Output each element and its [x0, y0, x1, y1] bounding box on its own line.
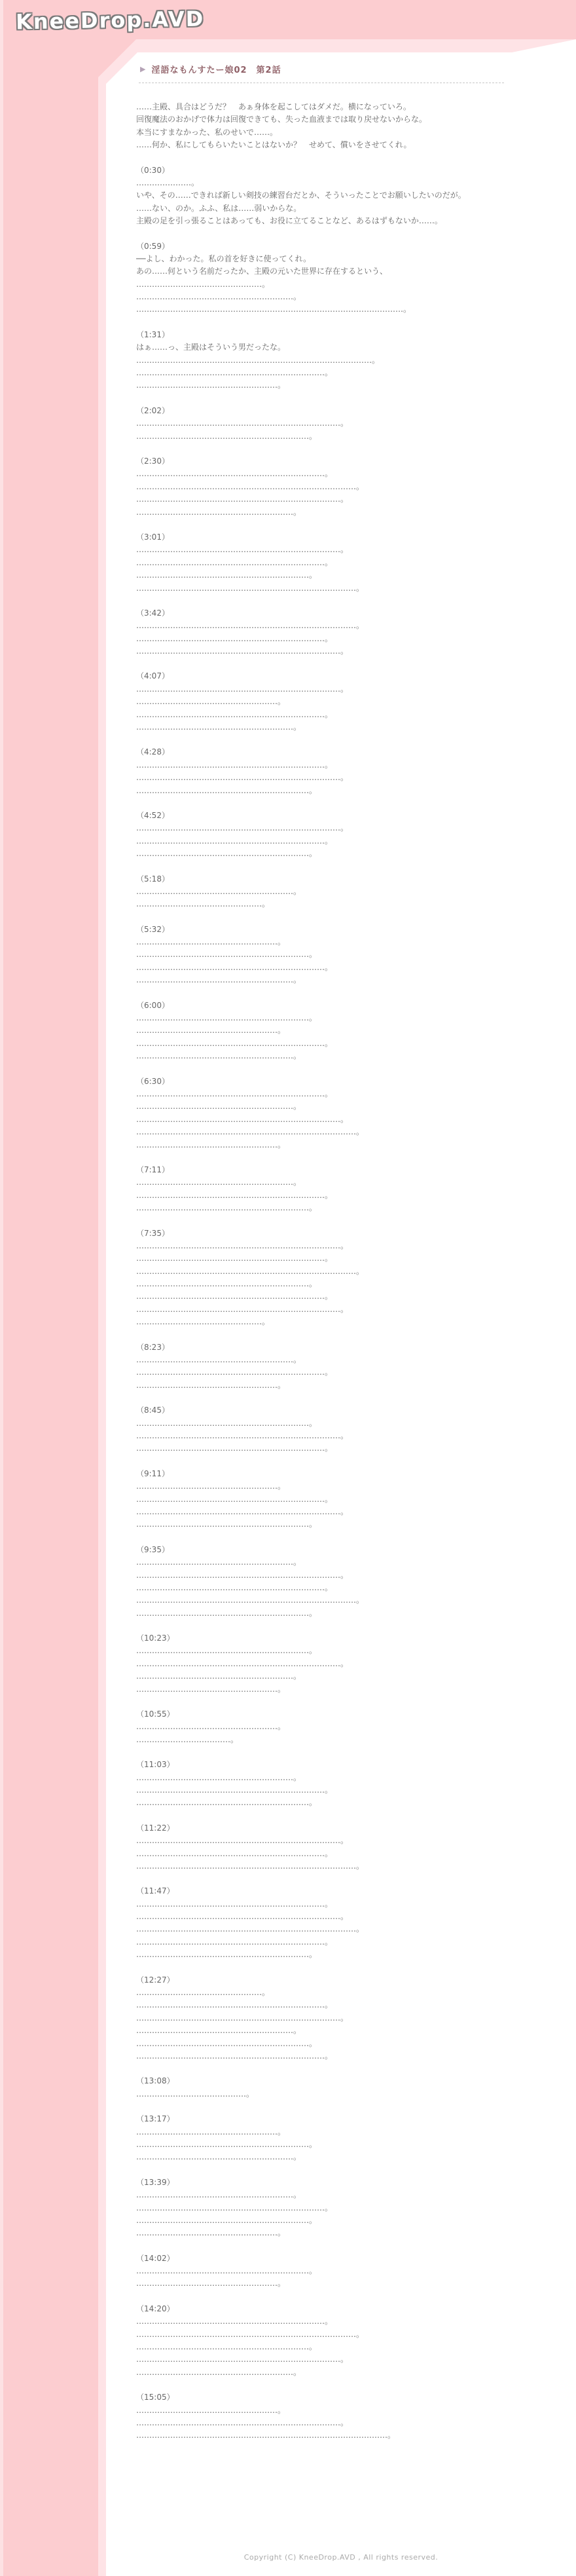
transcript-line: …………………………………………………………。 [136, 570, 317, 580]
transcript-line: ………………………………。 [136, 1734, 239, 1744]
triangle-bullet-icon: ▶ [140, 65, 146, 73]
timestamp: （3:42） [136, 608, 170, 618]
transcript-line: ………………………………………………………………。 [136, 1089, 333, 1098]
transcript-line: …………………………………………………………。 [136, 1203, 317, 1213]
transcript-line: ………………………………………………。 [136, 2228, 286, 2238]
transcript-line: ……………………………………………………………………。 [136, 773, 349, 783]
transcript-line: 主殿の足を引っ張ることはあっても、お役に立てることなど、あるはずもないか……。 [136, 216, 442, 226]
transcript-line: ………………………………………………。 [136, 1026, 286, 1036]
transcript-line: …………………………………………………………。 [136, 950, 317, 960]
transcript-line: ……………………………………。 [136, 2089, 255, 2099]
transcript-block [136, 1075, 466, 1151]
transcript-block [136, 1544, 466, 1620]
transcript-line: ……………………………………………………………………。 [136, 1114, 349, 1124]
transcript-line: …………………………………………………………………………………………。 [136, 305, 412, 314]
transcript-line: …………………………………………。 [136, 1317, 270, 1327]
transcript-block [136, 101, 466, 152]
transcript-line: …………………………………………。 [136, 1988, 270, 1998]
transcript-line: ……ない、のか。ふふ、私は……弱いからな。 [136, 203, 302, 213]
transcript-line: ……………………………………………………………………。 [136, 1836, 349, 1846]
timestamp: （14:20） [136, 2304, 175, 2313]
timestamp: （13:17） [136, 2114, 175, 2124]
transcript-line: ……………………………………………………………………。 [136, 1658, 349, 1668]
timestamp: （0:59） [136, 241, 170, 251]
timestamp: （11:22） [136, 1823, 175, 1833]
transcript-line: …………………………………………………………………………。 [136, 621, 365, 631]
transcript-line: ………………………………………………………………。 [136, 1848, 333, 1858]
transcript-line: ………………………………………………………………。 [136, 368, 333, 378]
timestamp: （11:47） [136, 1886, 175, 1896]
transcript-line: ………………………………………………………………。 [136, 1444, 333, 1453]
timestamp: （4:07） [136, 671, 170, 681]
transcript-line: ……………………………………………………………………。 [136, 495, 349, 504]
transcript-line: ……………………………………………………………………。 [136, 1430, 349, 1440]
transcript-line: ……………………………………………………………………。 [136, 1912, 349, 1922]
transcript-line: …………………………………………………………。 [136, 849, 317, 859]
timestamp: （4:52） [136, 810, 170, 820]
transcript-line: ………………………………………………。 [136, 697, 286, 707]
timestamp: （10:23） [136, 1633, 175, 1643]
transcript-line: ……………………………………………………。 [136, 1772, 302, 1782]
timestamp: （6:30） [136, 1076, 170, 1086]
transcript-line: …………………………………………………………。 [136, 1013, 317, 1023]
transcript-block [136, 1974, 466, 2063]
timestamp: （13:39） [136, 2177, 175, 2187]
timestamp: （9:35） [136, 1544, 170, 1554]
transcript-line: …………………………………………………………。 [136, 2266, 317, 2276]
transcript-line: ……………………………………………………………………。 [136, 823, 349, 833]
page-title-row [140, 63, 281, 75]
transcript-block [136, 746, 466, 797]
transcript-line: ……………………………………………………。 [136, 1178, 302, 1187]
transcript-line: ………………………………………………………………。 [136, 469, 333, 479]
transcript-line: …………………………………………………………………………。 [136, 583, 365, 593]
transcript-line: …………………………………………………………………………。 [136, 1861, 365, 1871]
transcript-line: ……………………………………………………………………。 [136, 1304, 349, 1314]
transcript-block [136, 924, 466, 987]
transcript-line: はぁ……っ、主殿はそういう男だったな。 [136, 343, 286, 352]
transcript-line: ……………………………………………………。 [136, 975, 302, 985]
transcript-line: ……………………………………………………。 [136, 722, 302, 732]
transcript-block [136, 1885, 466, 1961]
transcript-line: ………………………………………………………………。 [136, 1190, 333, 1200]
transcript-block [136, 405, 466, 443]
transcript-block [136, 670, 466, 734]
transcript-line: ………………………………………………。 [136, 1722, 286, 1732]
transcript-line: …………………………………………………………。 [136, 2139, 317, 2149]
transcript-line: …………………………………………………………。 [136, 2038, 317, 2048]
transcript-line: ……………………………………………………………………。 [136, 1570, 349, 1580]
transcript-line: ……………………………………………………。 [136, 2152, 302, 2162]
timestamp: （9:11） [136, 1468, 170, 1478]
transcript-block [136, 873, 466, 911]
transcript-line: ……………………………………………………………………。 [136, 684, 349, 694]
transcript-block [136, 2113, 466, 2164]
transcript-line: …………………………………………………………。 [136, 431, 317, 441]
transcript-line: 本当にすまなかった、私のせいで……。 [136, 127, 278, 137]
background-left-stripe [0, 0, 3, 2576]
transcript-line: ──よし、わかった。私の首を好きに使ってくれ。 [136, 253, 312, 263]
transcript-line: ………………………………………………。 [136, 1380, 286, 1390]
transcript-line: ………………………………………………………………。 [136, 709, 333, 719]
transcript-line: ……………………………………………………………………。 [136, 2417, 349, 2427]
transcript-line: ……………………………………………………。 [136, 1355, 302, 1365]
transcript-line: …………………。 [136, 177, 200, 187]
transcript-line: …………………………………………………………。 [136, 1646, 317, 1656]
transcript-line: ……………………………………………………………………。 [136, 1241, 349, 1250]
page-title: 淫語なもんすたー娘02 第2話 [151, 65, 281, 75]
transcript-line: ………………………………………………………………。 [136, 1937, 333, 1947]
transcript-line: ……………………………………………………………………。 [136, 646, 349, 656]
transcript-line: ………………………………………………………………。 [136, 633, 333, 643]
timestamp: （6:00） [136, 1000, 170, 1010]
transcript-line: ……………………………………………………。 [136, 2026, 302, 2036]
transcript-line: ……………………………………………………………………。 [136, 419, 349, 428]
transcript-line: …………………………………………。 [136, 899, 270, 909]
transcript-block [136, 999, 466, 1063]
transcript-block [136, 1164, 466, 1215]
timestamp: （15:05） [136, 2393, 175, 2402]
transcript-line: ………………………………………………………………。 [136, 2203, 333, 2212]
transcript-line: ……………………………………………………………………。 [136, 1506, 349, 1516]
transcript-line: ……………………………………………………。 [136, 1051, 302, 1061]
timestamp: （11:03） [136, 1760, 175, 1770]
transcript-line: ………………………………………………。 [136, 1140, 286, 1149]
transcript-line: ……………………………………………………………………………………。 [136, 2431, 396, 2440]
transcript-line: ………………………………………………………………。 [136, 1785, 333, 1795]
transcript-block [136, 2075, 466, 2100]
transcript-line: ………………………………………………………………。 [136, 962, 333, 972]
transcript-line: 回復魔法のおかげで体力は回復できても、失った血液までは取り戻せないからな。 [136, 115, 427, 124]
transcript-line: …………………………………………………………。 [136, 1418, 317, 1428]
transcript-line: ………………………………………………。 [136, 2127, 286, 2137]
transcript-block [136, 1708, 466, 1746]
timestamp: （7:35） [136, 1228, 170, 1238]
transcript-line: ……………………………………………………。 [136, 886, 302, 896]
transcript-line: …………………………………………………………………………。 [136, 1924, 365, 1934]
transcript-line: ………………………………………………………………。 [136, 2317, 333, 2326]
transcript-block [136, 531, 466, 595]
timestamp: （13:08） [136, 2076, 175, 2086]
transcript-line: ……………………………………………………………………。 [136, 2013, 349, 2023]
timestamp: （7:11） [136, 1165, 170, 1174]
transcript-line: …………………………………………………………。 [136, 2215, 317, 2225]
timestamp: （4:28） [136, 747, 170, 757]
timestamp: （2:02） [136, 405, 170, 415]
transcript-line: ………………………………………………。 [136, 937, 286, 947]
transcript-block [136, 2252, 466, 2290]
transcript [136, 101, 466, 2455]
transcript-line: ……………………………………………………。 [136, 292, 302, 302]
transcript-line: …………………………………………………………。 [136, 1608, 317, 1618]
timestamp: （1:31） [136, 329, 170, 339]
timestamp: （14:02） [136, 2253, 175, 2263]
transcript-block [136, 2176, 466, 2240]
transcript-line: …………………………………………………………。 [136, 1798, 317, 1808]
transcript-line: ……………………………………………………………………。 [136, 545, 349, 555]
transcript-line: ………………………………………………………………。 [136, 1494, 333, 1504]
transcript-block [136, 607, 466, 658]
transcript-line: ………………………………………………………………。 [136, 557, 333, 567]
transcript-block [136, 240, 466, 316]
transcript-line: ……………………………………………………。 [136, 2367, 302, 2377]
transcript-line: いや、その……できれば新しい剣技の練習台だとか、そういったことでお願いしたいのだが。 [136, 191, 466, 200]
transcript-line: ……………………………………………………………………。 [136, 2355, 349, 2364]
transcript-line: …………………………………………………………………………。 [136, 1266, 365, 1276]
transcript-line: ……………………………………………………。 [136, 2190, 302, 2200]
transcript-line: ………………………………………………。 [136, 1684, 286, 1694]
transcript-block [136, 1341, 466, 1392]
transcript-block [136, 455, 466, 519]
timestamp: （5:32） [136, 924, 170, 934]
transcript-line: ………………………………………………………………。 [136, 1368, 333, 1377]
transcript-line: ………………………………………………。 [136, 381, 286, 390]
timestamp: （3:01） [136, 532, 170, 542]
transcript-line: …………………………………………………………………………。 [136, 1127, 365, 1137]
transcript-block [136, 2391, 466, 2442]
transcript-line: …………………………………………………………………………。 [136, 2329, 365, 2339]
transcript-line: …………………………………………………………。 [136, 1520, 317, 1529]
transcript-line: ……主殿、具合はどうだ？ あぁ身体を起こしてはダメだ。横になっていろ。 [136, 102, 411, 111]
transcript-block [136, 164, 466, 228]
transcript-block [136, 329, 466, 392]
transcript-block [136, 1468, 466, 1531]
transcript-line: あの……何という名前だったか、主殿の元いた世界に存在するという、 [136, 267, 388, 276]
transcript-line: ………………………………………………………………………………。 [136, 355, 380, 365]
transcript-line: …………………………………………………………。 [136, 2342, 317, 2352]
transcript-line: …………………………………………………………。 [136, 785, 317, 795]
transcript-line: ………………………………………………。 [136, 1482, 286, 1491]
copyright-footer: Copyright (C) KneeDrop.AVD , All rights reserved. [243, 2553, 439, 2562]
transcript-line: ……何か、私にしてもらいたいことはないか？ せめて、償いをさせてくれ。 [136, 140, 412, 150]
transcript-block [136, 1759, 466, 1810]
transcript-block [136, 1227, 466, 1329]
transcript-line: ………………………………………………………………。 [136, 2051, 333, 2061]
transcript-line: ……………………………………………………。 [136, 1671, 302, 1681]
transcript-line: …………………………………………。 [136, 279, 270, 289]
transcript-line: ………………………………………………………………。 [136, 1038, 333, 1048]
transcript-line: ……………………………………………………。 [136, 507, 302, 517]
transcript-line: ………………………………………………。 [136, 2405, 286, 2415]
transcript-line: ……………………………………………………。 [136, 1102, 302, 1111]
timestamp: （0:30） [136, 165, 170, 175]
transcript-line: ………………………………………………。 [136, 2279, 286, 2288]
timestamp: （8:45） [136, 1406, 170, 1415]
timestamp: （2:30） [136, 456, 170, 466]
transcript-line: ………………………………………………………………。 [136, 1254, 333, 1263]
transcript-block [136, 810, 466, 861]
transcript-line: …………………………………………………………………………。 [136, 481, 365, 491]
transcript-block [136, 1632, 466, 1696]
transcript-line: …………………………………………………………。 [136, 1950, 317, 1960]
transcript-block [136, 2303, 466, 2379]
site-logo[interactable]: KneeDrop.AVD [15, 6, 205, 35]
transcript-line: …………………………………………………………………………。 [136, 1596, 365, 1605]
transcript-line: …………………………………………………………。 [136, 1279, 317, 1289]
transcript-line: ………………………………………………………………。 [136, 1582, 333, 1592]
transcript-line: ………………………………………………………………。 [136, 760, 333, 770]
transcript-block [136, 1404, 466, 1455]
transcript-line: ……………………………………………………。 [136, 1558, 302, 1567]
timestamp: （12:27） [136, 1975, 175, 1985]
timestamp: （8:23） [136, 1342, 170, 1352]
transcript-line: ………………………………………………………………。 [136, 1292, 333, 1301]
transcript-line: ………………………………………………………………。 [136, 1899, 333, 1909]
timestamp: （10:55） [136, 1709, 175, 1719]
transcript-block [136, 1822, 466, 1873]
transcript-line: ………………………………………………………………。 [136, 2000, 333, 2010]
timestamp: （5:18） [136, 874, 170, 884]
transcript-line: ………………………………………………………………。 [136, 836, 333, 846]
